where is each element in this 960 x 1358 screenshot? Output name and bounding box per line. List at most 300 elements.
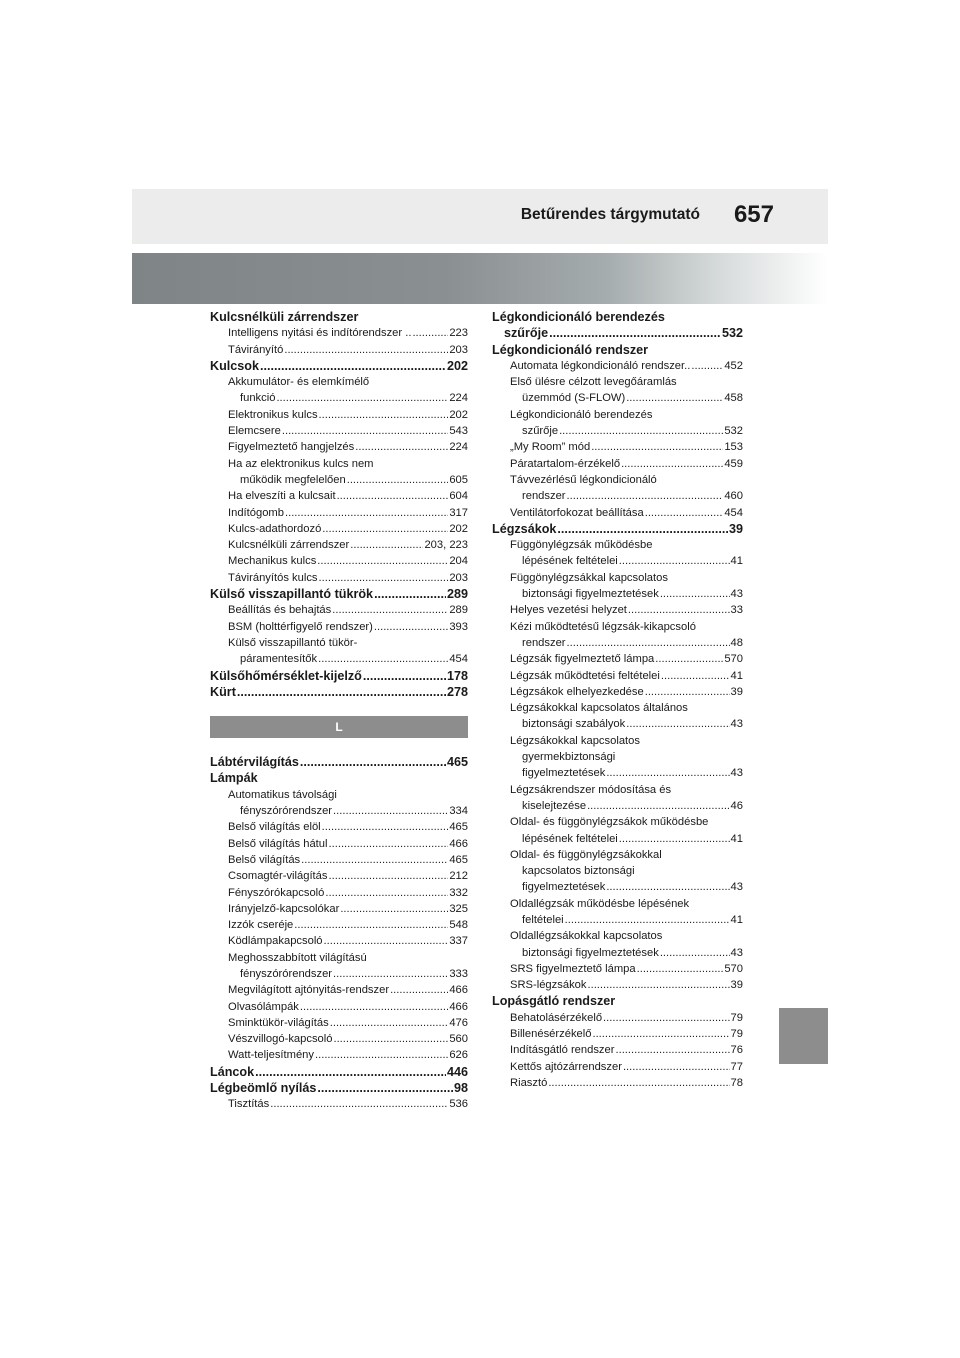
dot-leader [637, 961, 724, 977]
index-entry [492, 586, 743, 602]
index-entry-text: Légzsákrendszer módosítása és [510, 783, 672, 796]
index-entry-text: rendszer [522, 636, 566, 649]
index-entry-page: 43 [730, 588, 743, 601]
index-column-left [210, 309, 468, 1113]
index-entry [210, 901, 468, 917]
index-entry-text: Külső visszapillantó tükrök [210, 587, 374, 602]
index-entry-page: 548 [449, 919, 468, 932]
index-entry [210, 1080, 468, 1096]
index-entry-text: Akkumulátor- és elemkímélő [228, 376, 370, 389]
index-entry [492, 961, 743, 977]
index-entry [210, 836, 468, 852]
index-entry-page: 605 [449, 473, 468, 486]
dot-leader [623, 1059, 730, 1075]
index-entry [492, 488, 743, 504]
dot-leader [282, 423, 448, 439]
index-entry [492, 700, 743, 716]
index-entry-text: páramentesítők [240, 653, 318, 666]
index-entry [492, 342, 743, 358]
index-entry-text: Automata légkondicionáló rendszer.. [510, 359, 691, 372]
index-entry-text: rendszer [522, 490, 566, 503]
dot-leader [301, 852, 448, 868]
index-entry-page: 532 [724, 425, 743, 438]
dot-leader [390, 982, 448, 998]
index-entry-text: Légkondicionáló berendezés [510, 408, 653, 421]
index-entry-page: 532 [721, 326, 743, 341]
index-entry-text: Elemcsere [228, 425, 281, 438]
index-entry-text: Oldallégzsák működésbe lépésének [510, 897, 690, 910]
index-entry-page: 41 [730, 913, 743, 926]
index-entry-page: 570 [724, 962, 743, 975]
index-entry-text: Kulcsok [210, 358, 259, 373]
index-entry-page: 317 [449, 506, 468, 519]
index-entry-text: Ventilátorfokozat beállítása [510, 506, 644, 519]
dot-leader [548, 1075, 729, 1091]
page-header [132, 189, 828, 244]
section-letter-band: L [210, 716, 468, 738]
index-entry-text: üzemmód (S-FLOW) [522, 392, 626, 405]
index-entry-text: fényszórórendszer [240, 805, 333, 818]
decorative-band [132, 253, 828, 304]
index-entry [210, 684, 468, 700]
index-entry-page: 79 [730, 1028, 743, 1041]
chapter-tab [779, 1008, 828, 1064]
index-entry-page: 202 [446, 358, 468, 373]
index-entry [492, 928, 743, 944]
page-number: 657 [733, 201, 774, 228]
index-entry-text: Megvilágított ajtónyitás-rendszer [228, 984, 390, 997]
index-entry [210, 390, 468, 406]
dot-leader [591, 439, 723, 455]
index-entry [492, 896, 743, 912]
index-entry-page: 203 [449, 343, 468, 356]
dot-leader [603, 1010, 730, 1026]
dot-leader [549, 325, 721, 341]
index-entry-text: fényszórórendszer [240, 967, 333, 980]
index-entry [492, 358, 743, 374]
index-entry-page: 76 [730, 1044, 743, 1057]
index-entry-text: Sminktükör-világítás [228, 1016, 329, 1029]
index-entry [492, 782, 743, 798]
index-entry-page: 79 [730, 1011, 743, 1024]
dot-leader [691, 358, 723, 374]
index-entry-text: Távirányítós kulcs [228, 571, 318, 584]
index-entry-text: biztonsági figyelmeztetések [522, 588, 659, 601]
index-entry-page: 465 [446, 755, 468, 770]
index-entry-text: Légzsákokkal kapcsolatos általános [510, 702, 688, 715]
index-entry-text: Oldal- és függönylégzsákok működésbe [510, 816, 709, 829]
index-entry-text: Riasztó [510, 1076, 548, 1089]
dot-leader [319, 407, 449, 423]
dot-leader [645, 505, 724, 521]
index-entry [492, 537, 743, 553]
dot-leader [615, 1042, 729, 1058]
dot-leader [237, 684, 446, 700]
dot-leader [347, 472, 449, 488]
dot-leader [318, 651, 448, 667]
index-entry-text: feltételei [522, 913, 564, 926]
index-entry [492, 716, 743, 732]
index-entry-page: 224 [449, 392, 468, 405]
dot-leader [255, 1064, 446, 1080]
index-entry [210, 651, 468, 667]
index-entry-page: 278 [446, 684, 468, 699]
index-entry [492, 1026, 743, 1042]
index-entry [492, 651, 743, 667]
dot-leader [619, 553, 730, 569]
index-entry [492, 1075, 743, 1091]
index-entry-text: Első ülésre célzott levegőáramlás [510, 376, 677, 389]
index-entry-page: 334 [449, 805, 468, 818]
index-entry [210, 787, 468, 803]
index-entry [492, 847, 743, 863]
index-group-l [210, 754, 468, 1113]
index-entry-page: 393 [449, 620, 468, 633]
index-entry [210, 553, 468, 569]
dot-leader [328, 868, 448, 884]
index-entry-page: 202 [449, 408, 468, 421]
index-entry-text: működik megfelelően [240, 473, 346, 486]
dot-leader [628, 602, 730, 618]
index-entry-text: lépésének feltételei [522, 832, 618, 845]
index-entry [210, 325, 468, 341]
dot-leader [333, 966, 448, 982]
index-entry [210, 819, 468, 835]
dot-leader [626, 716, 729, 732]
dot-leader [374, 586, 446, 602]
index-entry-text: Vészvillogó-kapcsoló [228, 1033, 333, 1046]
index-entry-page: 43 [730, 767, 743, 780]
dot-leader [284, 342, 448, 358]
dot-leader [333, 1031, 448, 1047]
index-entry [210, 505, 468, 521]
index-entry-page: 39 [730, 979, 743, 992]
index-entry [210, 602, 468, 618]
index-entry-text: biztonsági szabályok [522, 718, 626, 731]
dot-leader [317, 1080, 453, 1096]
dot-leader [660, 586, 730, 602]
index-entry-page: 452 [724, 359, 743, 372]
index-entry [492, 456, 743, 472]
index-entry-text: Függönylégzsák működésbe [510, 539, 653, 552]
dot-leader [350, 537, 423, 553]
dot-leader [606, 879, 729, 895]
index-entry [210, 852, 468, 868]
index-entry [210, 423, 468, 439]
index-entry [492, 390, 743, 406]
index-entry-text: Izzók cseréje [228, 919, 294, 932]
index-entry-page: 332 [449, 886, 468, 899]
index-entry [210, 586, 468, 602]
dot-leader [621, 456, 723, 472]
index-entry-text: Láncok [210, 1064, 255, 1079]
index-entry-text: Légzsák figyelmeztető lámpa [510, 653, 655, 666]
dot-leader [606, 765, 729, 781]
index-entry [492, 635, 743, 651]
index-entry-text: Kulcsnélküli zárrendszer [210, 310, 359, 324]
index-entry [492, 619, 743, 635]
dot-leader [315, 1047, 448, 1063]
index-entry-page: 337 [449, 935, 468, 948]
index-entry-page: 43 [730, 881, 743, 894]
index-entry-text: Tisztítás [228, 1098, 270, 1111]
index-entry-text: Watt-teljesítmény [228, 1049, 314, 1062]
index-entry [210, 999, 468, 1015]
dot-leader [340, 901, 448, 917]
index-entry-page: 466 [449, 1000, 468, 1013]
index-entry-text: SRS figyelmeztető lámpa [510, 962, 636, 975]
dot-leader [285, 505, 448, 521]
index-entry-text: Légzsákok elhelyezkedése [510, 685, 644, 698]
index-entry [210, 770, 468, 786]
index-entry [492, 505, 743, 521]
index-entry-text: kapcsolatos biztonsági [522, 865, 635, 878]
index-entry [210, 982, 468, 998]
dot-leader [587, 798, 729, 814]
index-entry [210, 407, 468, 423]
dot-leader [412, 325, 448, 341]
index-entry-page: 454 [449, 653, 468, 666]
dot-leader [557, 521, 728, 537]
index-entry-page: 212 [449, 870, 468, 883]
index-entry-page: 153 [724, 441, 743, 454]
index-entry [492, 439, 743, 455]
dot-leader [587, 977, 729, 993]
index-entry [210, 635, 468, 651]
index-entry-text: Ködlámpakapcsoló [228, 935, 323, 948]
index-entry-page: 560 [449, 1033, 468, 1046]
dot-leader [567, 635, 730, 651]
index-entry [210, 668, 468, 684]
index-entry [210, 358, 468, 374]
index-entry-text: Fényszórókapcsoló [228, 886, 325, 899]
index-entry [492, 814, 743, 830]
index-entry-text: Kürt [210, 684, 236, 699]
index-entry [210, 950, 468, 966]
index-entry-text: szűrője [522, 425, 559, 438]
index-entry-page: 203 [449, 571, 468, 584]
dot-leader [565, 912, 730, 928]
dot-leader [300, 999, 448, 1015]
index-entry [492, 1042, 743, 1058]
index-entry-page: 476 [449, 1016, 468, 1029]
index-entry-text: Beállítás és behajtás [228, 604, 332, 617]
index-entry-text: Belső világítás elöl [228, 821, 321, 834]
index-entry-text: Kulcsnélküli zárrendszer [228, 539, 350, 552]
index-group-l-continued [492, 309, 743, 1091]
index-entry-text: Légkondicionáló rendszer [492, 342, 649, 357]
index-entry-text: Belső világítás [228, 853, 301, 866]
dot-leader [559, 423, 723, 439]
index-entry-page: 39 [730, 685, 743, 698]
index-entry-text: Páratartalom-érzékelő [510, 457, 621, 470]
index-entry-page: 33 [730, 604, 743, 617]
index-entry-page: 465 [449, 853, 468, 866]
index-entry [492, 977, 743, 993]
dot-leader [325, 885, 448, 901]
index-entry-text: figyelmeztetések [522, 767, 606, 780]
index-entry-page: 454 [724, 506, 743, 519]
index-entry [492, 945, 743, 961]
index-entry-text: Távvezérlésű légkondicionáló [510, 473, 657, 486]
index-entry [210, 472, 468, 488]
index-entry [210, 456, 468, 472]
index-entry-page: 459 [724, 457, 743, 470]
index-entry [492, 684, 743, 700]
index-entry [210, 1096, 468, 1112]
index-entry [210, 374, 468, 390]
dot-leader [567, 488, 724, 504]
index-entry [210, 933, 468, 949]
index-entry [210, 342, 468, 358]
dot-leader [324, 933, 449, 949]
index-entry-page: 325 [449, 902, 468, 915]
index-entry [210, 537, 468, 553]
index-entry-text: Légzsákokkal kapcsolatos [510, 734, 640, 747]
index-entry-text: Légzsák működtetési feltételei [510, 669, 660, 682]
index-entry [492, 553, 743, 569]
index-entry-text: Függönylégzsákkal kapcsolatos [510, 571, 668, 584]
index-entry-text: Behatolásérzékelő [510, 1011, 603, 1024]
index-group-k [210, 309, 468, 700]
index-entry-page: 43 [730, 946, 743, 959]
index-entry [492, 765, 743, 781]
index-entry [210, 521, 468, 537]
index-entry-page: 46 [730, 799, 743, 812]
index-entry-page: 570 [724, 653, 743, 666]
dot-leader [300, 754, 446, 770]
index-entry [492, 879, 743, 895]
index-entry-page: 224 [449, 441, 468, 454]
dot-leader [660, 945, 730, 961]
dot-leader [322, 819, 449, 835]
index-entry [492, 472, 743, 488]
index-entry [492, 798, 743, 814]
index-entry [210, 439, 468, 455]
index-entry-text: lépésének feltételei [522, 555, 618, 568]
index-entry [210, 885, 468, 901]
index-entry [210, 309, 468, 325]
index-entry-page: 203, 223 [424, 539, 468, 552]
index-entry-page: 202 [449, 522, 468, 535]
index-entry [210, 803, 468, 819]
index-entry-text: Légzsákok [492, 521, 557, 536]
index-column-right [492, 309, 743, 1091]
dot-leader [337, 488, 449, 504]
dot-leader [592, 1026, 729, 1042]
index-entry-text: Billenésérzékelő [510, 1028, 592, 1041]
dot-leader [319, 570, 449, 586]
index-entry-text: Csomagtér-világítás [228, 870, 328, 883]
index-entry-text: biztonsági figyelmeztetések [522, 946, 659, 959]
index-entry-page: 289 [449, 604, 468, 617]
index-entry-text: Külső visszapillantó tükör- [228, 636, 358, 649]
index-entry-text: Lábtérvilágítás [210, 755, 299, 770]
index-entry-text: „My Room” mód [510, 441, 591, 454]
dot-leader [655, 651, 723, 667]
index-entry-text: Ha az elektronikus kulcs nem [228, 457, 374, 470]
index-entry-text: Kulcs-adathordozó [228, 522, 322, 535]
index-entry-text: Automatikus távolsági [228, 788, 337, 801]
dot-leader [661, 668, 730, 684]
index-entry-page: 98 [453, 1081, 468, 1096]
index-entry-text: Intelligens nyitási és indítórendszer .. [228, 327, 412, 340]
index-entry [492, 423, 743, 439]
dot-leader [294, 917, 448, 933]
index-entry-page: 204 [449, 555, 468, 568]
index-entry-text: Légkondicionáló berendezés [492, 310, 665, 324]
index-entry-text: Távirányító [228, 343, 284, 356]
index-entry [492, 374, 743, 390]
index-entry-page: 48 [730, 636, 743, 649]
index-entry-page: 543 [449, 425, 468, 438]
index-entry-text: BSM (holttérfigyelő rendszer) [228, 620, 373, 633]
index-entry [492, 602, 743, 618]
index-entry [492, 733, 743, 749]
index-entry-text: Ha elveszíti a kulcsait [228, 490, 336, 503]
index-entry [492, 309, 743, 325]
index-entry-text: Mechanikus kulcs [228, 555, 317, 568]
index-entry [492, 407, 743, 423]
index-entry [492, 993, 743, 1009]
dot-leader [645, 684, 730, 700]
dot-leader [332, 602, 448, 618]
index-entry-page: 460 [724, 490, 743, 503]
index-entry-page: 466 [449, 984, 468, 997]
dot-leader [330, 1015, 449, 1031]
dot-leader [270, 1096, 448, 1112]
index-entry-text: Lopásgátló rendszer [492, 994, 616, 1009]
index-entry-page: 333 [449, 967, 468, 980]
index-entry-page: 223 [449, 327, 468, 340]
index-entry-text: kiselejtezése [522, 799, 587, 812]
index-entry-text: Indítógomb [228, 506, 284, 519]
dot-leader [626, 390, 723, 406]
index-entry [492, 325, 743, 341]
index-entry-page: 536 [449, 1098, 468, 1111]
index-entry [492, 570, 743, 586]
index-entry-text: funkció [240, 392, 276, 405]
index-entry-text: Kézi működtetésű légzsák-kikapcsoló [510, 620, 696, 633]
index-entry [210, 917, 468, 933]
index-entry [492, 521, 743, 537]
index-entry-text: Oldal- és függönylégzsákokkal [510, 848, 662, 861]
dot-leader [374, 619, 448, 635]
index-entry-page: 77 [730, 1060, 743, 1073]
dot-leader [363, 668, 446, 684]
dot-leader [260, 358, 446, 374]
index-entry-text: Figyelmeztető hangjelzés [228, 441, 355, 454]
index-entry-page: 78 [730, 1076, 743, 1089]
index-entry [210, 1015, 468, 1031]
index-entry [210, 1031, 468, 1047]
index-entry-text: gyermekbiztonsági [522, 751, 616, 764]
index-entry [492, 831, 743, 847]
dot-leader [317, 553, 448, 569]
dot-leader [355, 439, 448, 455]
index-entry-text: szűrője [504, 326, 549, 341]
index-entry [210, 868, 468, 884]
index-entry-text: Helyes vezetési helyzet [510, 604, 627, 617]
index-entry-text: Kettős ajtózárrendszer [510, 1060, 622, 1073]
dot-leader [322, 521, 448, 537]
index-entry-page: 43 [730, 718, 743, 731]
index-entry-page: 39 [728, 521, 743, 536]
index-entry-text: Indításgátló rendszer [510, 1044, 615, 1057]
index-entry-page: 465 [449, 821, 468, 834]
index-entry-text: Oldallégzsákokkal kapcsolatos [510, 930, 663, 943]
index-entry [492, 1010, 743, 1026]
